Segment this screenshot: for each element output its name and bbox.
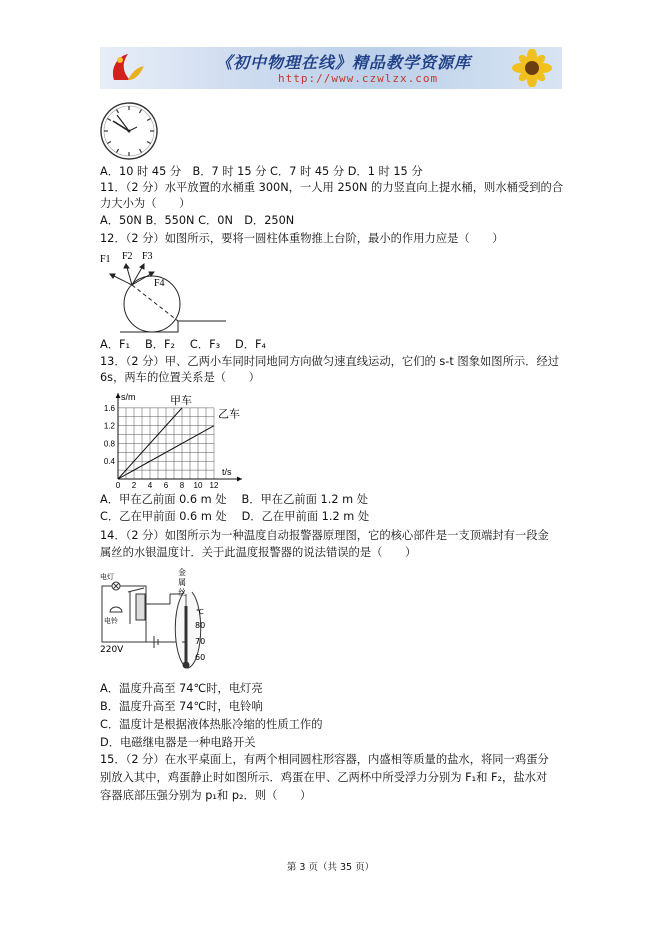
q11-options: A．50N B．550N C．0N D．250N: [100, 214, 295, 227]
series-label: 乙车: [218, 407, 240, 421]
x-axis-label: t/s: [222, 467, 232, 477]
q14-stem-line2: 属丝的水银温度计．关于此温度报警器的说法错误的是（ ）: [100, 546, 417, 559]
series-label: 甲车: [170, 393, 192, 407]
y-tick-label: 1.6: [103, 403, 115, 413]
q15-stem-line2: 别放入其中，鸡蛋静止时如图所示．鸡蛋在甲、乙两杯中所受浮力分别为 F₁和 F₂，盐水对: [100, 771, 548, 784]
f2-label: F2: [122, 251, 133, 262]
y-axis-arrow: [116, 393, 121, 398]
x-axis-arrow: [237, 477, 242, 482]
x-tick-label: 8: [179, 481, 185, 490]
temp-70-label: 70: [195, 637, 206, 646]
alarm-circuit-figure: [98, 566, 216, 672]
banner-title: 《初中物理在线》精品教学资源库: [216, 53, 472, 72]
q13-stem-line1: 13．（2 分）甲、乙两小车同时同地同方向做匀速直线运动，它们的 s-t 图象如图所示．经过: [100, 355, 560, 368]
q14-option-a: A．温度升高至 74℃时，电灯亮: [100, 682, 263, 695]
y-tick-label: 0.8: [103, 439, 115, 449]
x-tick-label: 2: [131, 481, 137, 490]
q11-stem-line1: 11．（2 分）水平放置的水桶重 300N，一人用 250N 的力竖直向上提水桶，则水桶受到的合: [100, 181, 564, 194]
q15-stem-line3: 容器底部压强分别为 p₁和 p₂．则（ ）: [100, 789, 312, 802]
q12-options: A．F₁ B．F₂ C．F₃ D．F₄: [100, 338, 267, 351]
q13-stem-line2: 6s，两车的位置关系是（ ）: [100, 371, 260, 384]
sunflower-icon: [502, 49, 556, 87]
q14-option-d: D．电磁继电器是一种电路开关: [100, 736, 256, 749]
x-tick-label: 10: [193, 481, 203, 490]
q10-options: A．10 时 45 分 B．7 时 15 分 C．7 时 45 分 D．1 时 15 分: [100, 165, 423, 178]
clock-figure: [99, 101, 159, 161]
wire-label-1: 金: [178, 568, 186, 577]
temp-80-label: 80: [195, 621, 206, 630]
y-tick-label: 0.4: [103, 457, 115, 467]
wire-label-2: 属: [178, 578, 186, 587]
x-tick-label: 12: [209, 481, 219, 490]
lamp-label: 电灯: [100, 573, 114, 581]
q13-options-row1: A．甲在乙前面 0.6 m 处 B．甲在乙前面 1.2 m 处: [100, 493, 369, 506]
bell-label: 电铃: [104, 617, 118, 625]
f3-label: F3: [142, 251, 153, 262]
voltage-label: 220V: [100, 645, 124, 655]
q13-options-row2: C．乙在甲前面 0.6 m 处 D．乙在甲前面 1.2 m 处: [100, 510, 370, 523]
logo-icon: [106, 50, 146, 86]
x-tick-label: 4: [147, 481, 153, 490]
unit-label: ℃: [196, 608, 204, 616]
q15-stem-line1: 15．（2 分）在水平桌面上，有两个相同圆柱形容器，内盛相等质量的盐水，将同一鸡蛋分: [100, 753, 549, 766]
wire-label-3: 丝: [178, 588, 186, 597]
q12-stem: 12．（2 分）如图所示，要将一圆柱体重物推上台阶，最小的作用力应是（ ）: [100, 232, 504, 245]
banner-url[interactable]: http://www.czwlzx.com: [278, 72, 439, 85]
header-banner: [100, 47, 562, 89]
x-tick-label: 6: [163, 481, 169, 490]
f1-label: F1: [100, 254, 111, 265]
f4-label: F4: [154, 278, 165, 289]
q12-cylinder-figure: [98, 248, 228, 336]
y-tick-label: 1.2: [103, 421, 115, 431]
q14-option-c: C．温度计是根据液体热胀冷缩的性质工作的: [100, 718, 323, 731]
q14-option-b: B．温度升高至 74℃时，电铃响: [100, 700, 263, 713]
q14-stem-line1: 14．（2 分）如图所示为一种温度自动报警器原理图，它的核心部件是一支顶端封有一段金: [100, 529, 549, 542]
s-t-chart: [98, 389, 258, 493]
q11-stem-line2: 力大小为（ ）: [100, 197, 191, 210]
x-tick-label: 0: [115, 481, 121, 490]
temp-60-label: 60: [195, 653, 206, 662]
page-footer: 第 3 页（共 35 页）: [286, 862, 375, 873]
y-axis-label: s/m: [121, 392, 136, 402]
